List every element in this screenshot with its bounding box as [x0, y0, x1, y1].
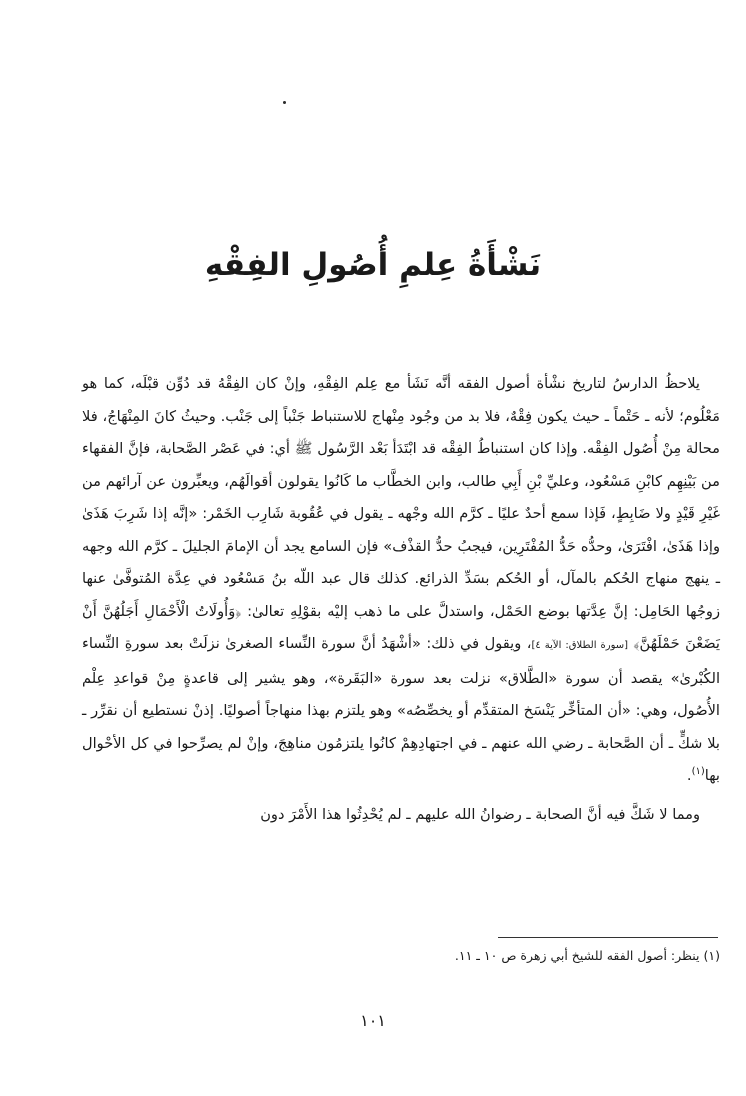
- paragraph-1-continued: ، ويقول في ذلك: «أشْهَدُ أنَّ سورة النِّساء الصغرىٰ نزلَتْ بعد سورةِ النِّساء الكُبْرىٰ» يقصد أن سورة «الطَّلاق» نزلت بعد سورة «البَقَرة»، وهو يشير إلى قاعدةٍ مِنْ قواعدِ عِلْم الأُصُول، وهي: «أن المتأخِّر يَنْسَخ المتقدِّم أو يخصِّصُه» وهو يلتزم بهذا منهاجاً أصوليًا. إذنْ نستطيع أن نقرِّر ـ بلا شكٍّ ـ أن الصَّحابة ـ رضي الله عنهم ـ في اجتهادِهِمْ كانُوا يلتزمُون مناهِجَ، وإنْ لم يصرِّحوا في كل الأحْوال بها: [82, 635, 720, 784]
- paragraph-2-text: ومما لا شَكَّ فيه أنَّ الصحابة ـ رضوانُ الله عليهم ـ لم يُحْدِثُوا هذا الأَمْرَ دون: [260, 805, 700, 823]
- paragraph-2: [82, 799, 720, 832]
- main-text: [82, 368, 720, 831]
- paragraph-1: [82, 368, 720, 793]
- page-mark-dot: [283, 101, 286, 104]
- footnote-marker: (١): [691, 766, 705, 778]
- paragraph-1-text: يلاحظُ الدارسُ لتاريخ نشْأة أصول الفقه أنَّه نَشَأ مع عِلم الفِقْهِ، وإنْ كان الفِقْهُ قد دُوِّن قبْلَه، كما هو مَعْلُوم؛ لأنه ـ حَتْماً ـ حيث يكون فِقْهٌ، فلا بد من وجُود مِنْهاج للاستنباط جَنْباً إلى جَنْب. وحيثُ كانَ المِنْهَاجُ، فلا محالة مِنْ أُصُول الفِقْه. وإذا كان استنباطُ الفِقْه قد ابْتَدَأ بَعْد الرَّسُول ﷺ أي: في عَصْر الصَّحابة، فإنَّ الفقهاء من بَيْنِهِم كابْنِ مَسْعُود، وعليِّ بْنِ أَبِي طالب، وابن الخطَّاب ما كَانُوا يقولون أقوالَهُم، ويعبِّرون عن آرائهم من غَيْرِ قَيْدٍ ولا ضَابِطٍ، فَإذا سمع أحدٌ عليًا ـ كرَّم الله وجْهه ـ يقول في عُقُوبة شَارِب الخَمْر: «إنَّه إذا شَرِبَ هَذَىٰ وإذا هَذَىٰ، افْتَرَىٰ، وحدُّه حَدُّ المُفْتَرِين، فيجبُ حدُّ القذْف» فإن السامع يجد أن الإمامَ الجليلَ ـ كرَّم الله وجهه ـ ينهج منهاج الحُكم بالمآل، أو الحُكم بسَدِّ الذرائع. كذلك قال عبد اللّه بنُ مَسْعُود في عِدَّة المُتوفَّىٰ عنها زوجُها الحَامِل: إنَّ عِدَّتها بوضع الحَمْل، واستدلَّ على ما ذهب إليْه بقوْلِهِ تعالىٰ: ﴿وَأُولَاتُ الْأَحْمَالِ أَجَلُهُنَّ أَنْ يَضَعْنَ حَمْلَهُنَّ﴾: [82, 375, 720, 652]
- chapter-title: نَشْأَةُ عِلمِ أُصُولِ الفِقْهِ: [204, 246, 542, 283]
- quran-reference: [سورة الطلاق: الآية ٤]: [531, 640, 629, 651]
- page-number: ١٠١: [360, 1011, 386, 1030]
- footnote-separator: [498, 937, 718, 938]
- footnote: (١) ينظر: أصول الفقه للشيخ أبي زهرة ص ١٠ ـ ١١.: [454, 948, 720, 963]
- paragraph-1-end: .: [686, 767, 692, 784]
